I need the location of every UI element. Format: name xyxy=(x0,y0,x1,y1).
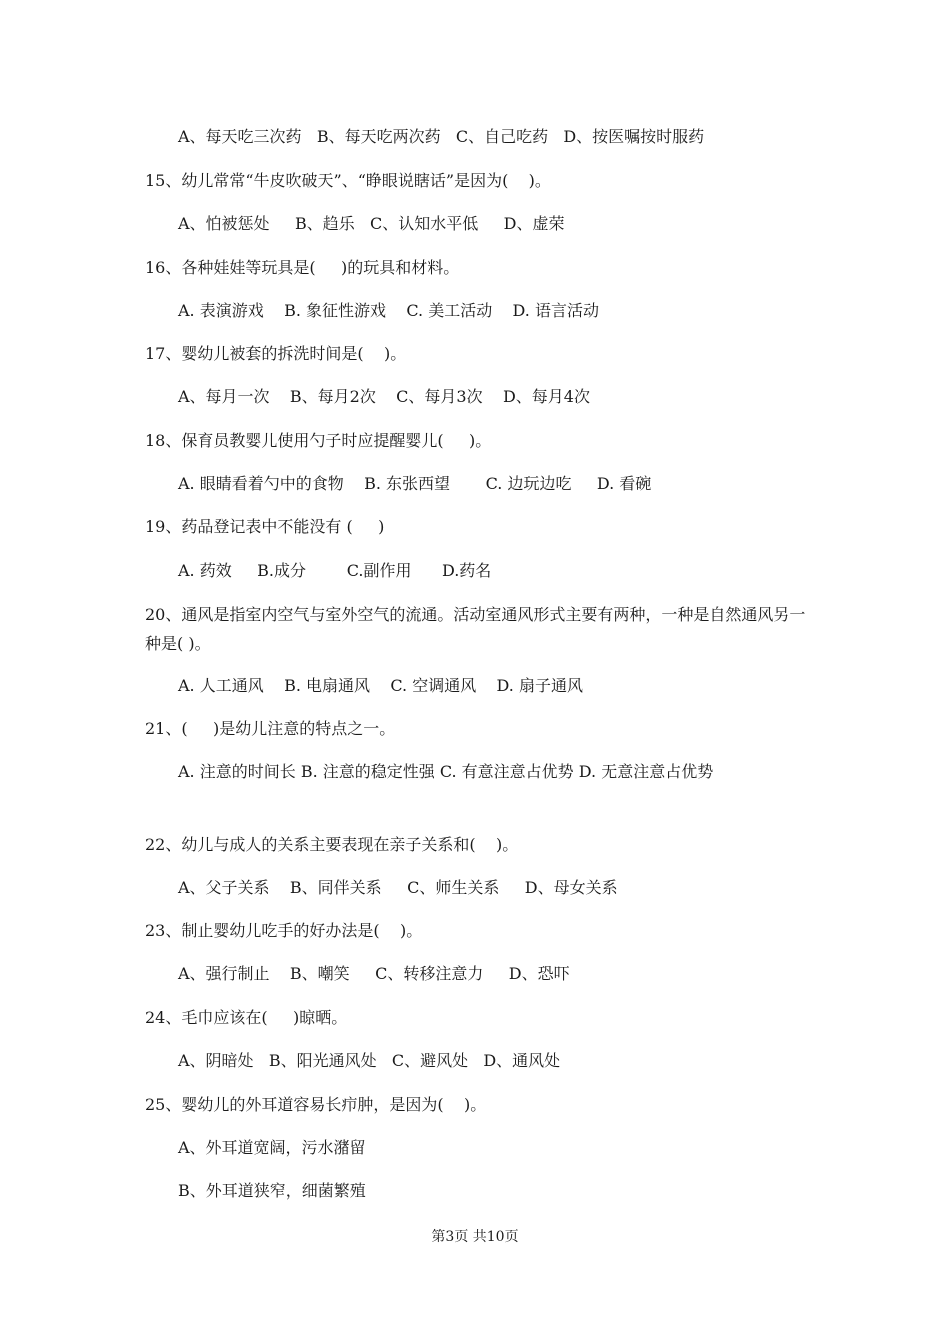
option-25-b: B、外耳道狭窄，细菌繁殖 xyxy=(178,1181,366,1200)
option-line-22: A、父子关系 B、同伴关系 C、师生关系 D、母女关系 xyxy=(178,878,618,897)
question-15: 15、幼儿常常“牛皮吹破天”、“睁眼说瞎话”是因为( )。 xyxy=(145,171,551,190)
question-25: 25、婴幼儿的外耳道容易长疖肿，是因为( )。 xyxy=(145,1095,487,1114)
option-line-15: A、怕被惩处 B、趋乐 C、认知水平低 D、虚荣 xyxy=(178,214,565,233)
question-16: 16、各种娃娃等玩具是( )的玩具和材料。 xyxy=(145,258,460,277)
option-line-24: A、阴暗处 B、阳光通风处 C、避风处 D、通风处 xyxy=(178,1051,561,1070)
option-25-a: A、外耳道宽阔，污水潴留 xyxy=(178,1138,366,1157)
option-line-19: A. 药效 B.成分 C.副作用 D.药名 xyxy=(178,561,492,580)
option-line-20: A. 人工通风 B. 电扇通风 C. 空调通风 D. 扇子通风 xyxy=(178,676,583,695)
option-line-21: A. 注意的时间长 B. 注意的稳定性强 C. 有意注意占优势 D. 无意注意占优势 xyxy=(178,762,714,781)
option-line-18: A. 眼睛看着勺中的食物 B. 东张西望 C. 边玩边吃 D. 看碗 xyxy=(178,474,652,493)
option-line-23: A、强行制止 B、嘲笑 C、转移注意力 D、恐吓 xyxy=(178,964,570,983)
question-23: 23、制止婴幼儿吃手的好办法是( )。 xyxy=(145,921,423,940)
question-19: 19、药品登记表中不能没有 ( ) xyxy=(145,517,385,536)
question-21: 21、( )是幼儿注意的特点之一。 xyxy=(145,719,396,738)
page-footer: 第3页 共10页 xyxy=(431,1229,519,1245)
question-18: 18、保育员教婴儿使用勺子时应提醒婴儿( )。 xyxy=(145,431,492,450)
question-17: 17、婴幼儿被套的拆洗时间是( )。 xyxy=(145,344,407,363)
question-22: 22、幼儿与成人的关系主要表现在亲子关系和( )。 xyxy=(145,835,519,854)
option-line-17: A、每月一次 B、每月2次 C、每月3次 D、每月4次 xyxy=(178,387,590,406)
question-20: 20、通风是指室内空气与室外空气的流通。活动室通风形式主要有两种，一种是自然通风另一种是( )。 xyxy=(145,605,806,653)
question-24: 24、毛巾应该在( )晾晒。 xyxy=(145,1008,348,1027)
option-line-14: A、每天吃三次药 B、每天吃两次药 C、自己吃药 D、按医嘱按时服药 xyxy=(178,127,705,146)
option-line-16: A. 表演游戏 B. 象征性游戏 C. 美工活动 D. 语言活动 xyxy=(178,301,599,320)
